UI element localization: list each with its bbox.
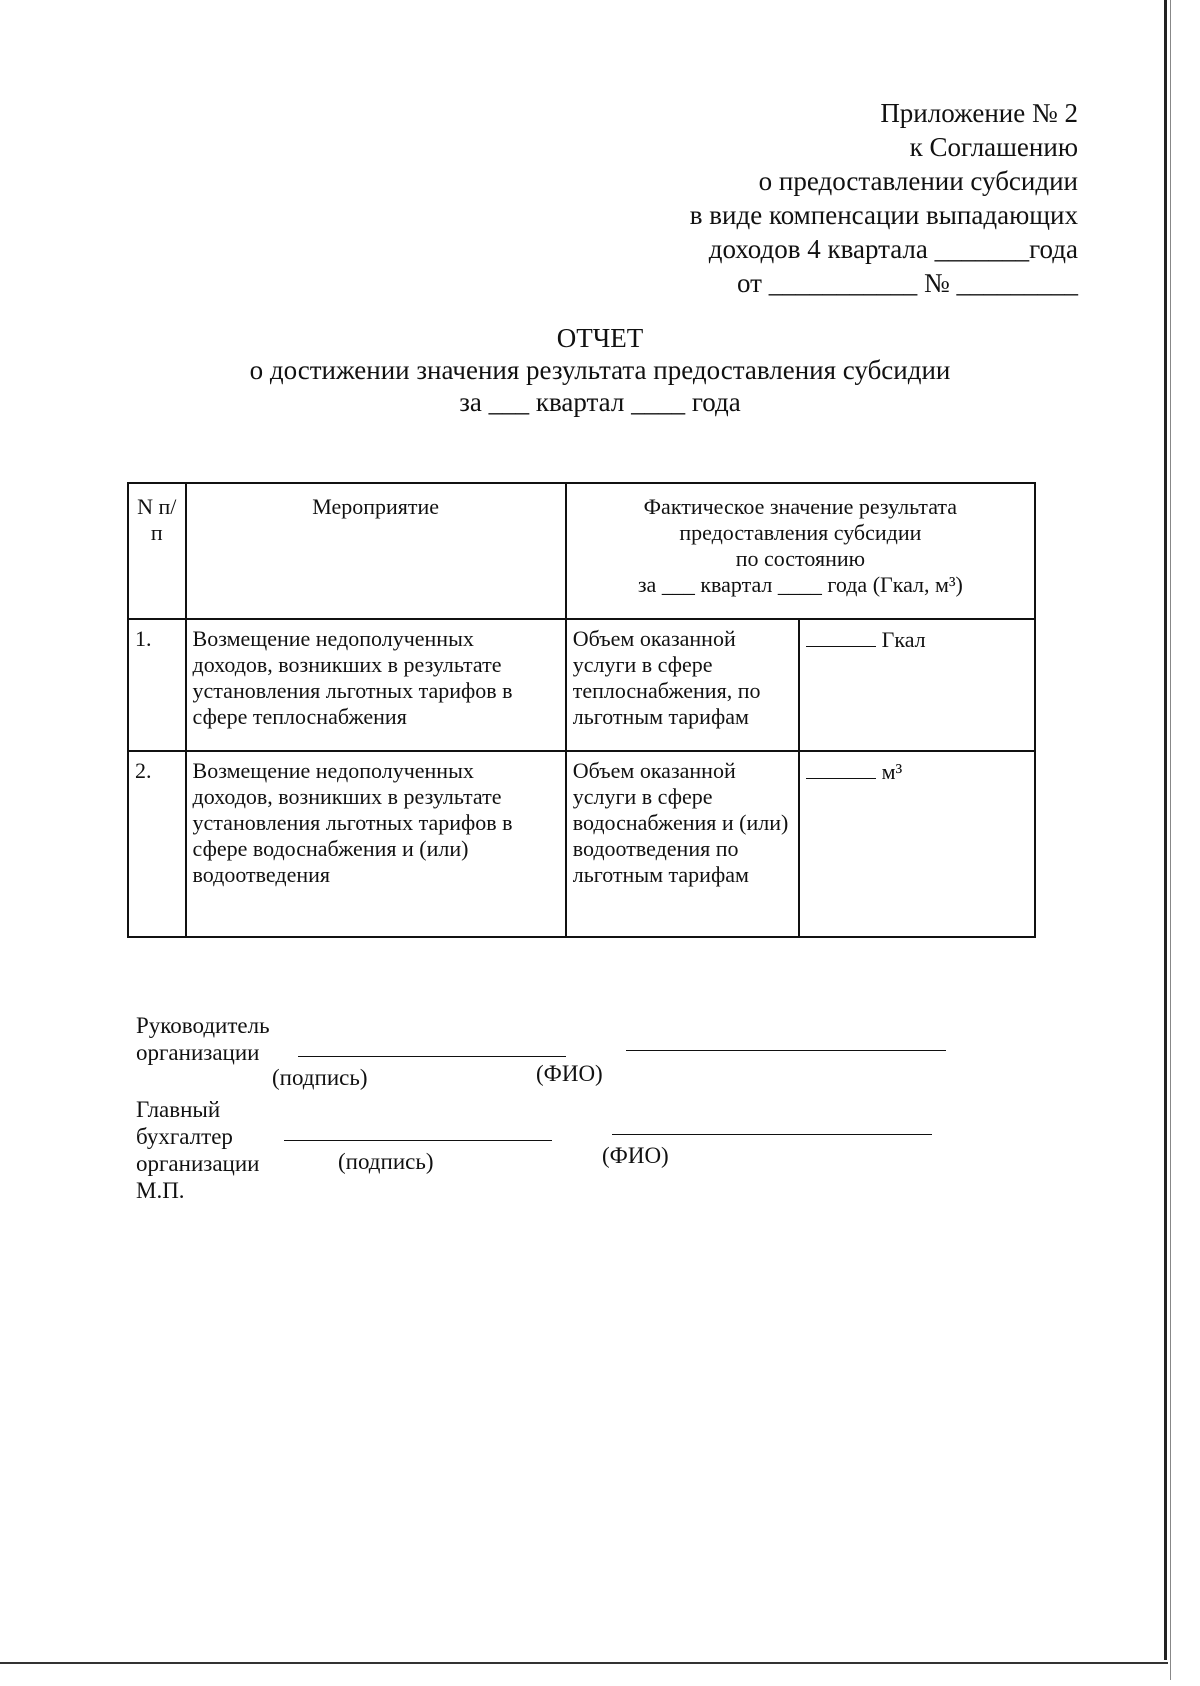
row-num: 2. — [128, 751, 186, 937]
header-value-line: за ___ квартал ____ года (Гкал, м³) — [637, 572, 963, 597]
table-row — [128, 619, 1035, 751]
appendix-line: к Соглашению — [909, 132, 1078, 162]
row-description: Объем оказанной услуги в сфере теплоснабжения, по льготным тарифам — [566, 619, 799, 751]
appendix-line: Приложение № 2 — [880, 98, 1078, 128]
scan-border-right — [1164, 0, 1167, 1660]
row-unit: м³ — [881, 759, 903, 784]
head-signature-line — [298, 1056, 566, 1057]
header-value — [566, 483, 1035, 619]
head-name-caption: (ФИО) — [536, 1061, 603, 1086]
accountant-signature-line — [284, 1140, 552, 1141]
head-title-line: Руководитель — [136, 1013, 270, 1038]
header-value-line: по состоянию — [735, 546, 866, 571]
appendix-line: о предоставлении субсидии — [758, 166, 1078, 196]
accountant-title-line: организации — [136, 1151, 260, 1176]
header-num: N п/п — [128, 483, 186, 619]
accountant-signature-caption: (подпись) — [338, 1149, 434, 1174]
report-table — [127, 482, 1036, 938]
row-value — [799, 619, 1035, 751]
accountant-title — [136, 1096, 259, 1204]
header-value-line: Фактическое значение результата — [643, 494, 958, 519]
row-num: 1. — [128, 619, 186, 751]
row-unit: Гкал — [881, 627, 926, 652]
scan-border-right-inner — [1170, 0, 1171, 1680]
accountant-title-line: Главный — [136, 1097, 221, 1122]
accountant-name-caption: (ФИО) — [602, 1143, 669, 1168]
value-blank — [806, 758, 876, 779]
report-heading: ОТЧЕТ — [556, 323, 644, 353]
appendix-line: от ___________ № _________ — [737, 268, 1078, 298]
row-value — [799, 751, 1035, 937]
head-signature-caption: (подпись) — [272, 1065, 368, 1090]
appendix-line: в виде компенсации выпадающих — [689, 200, 1078, 230]
table-row — [128, 751, 1035, 937]
header-value-line: предоставления субсидии — [679, 520, 922, 545]
report-period: за ___ квартал ____ года — [459, 387, 741, 417]
header-event: Мероприятие — [186, 483, 566, 619]
appendix-header — [690, 96, 1078, 300]
row-event: Возмещение недополученных доходов, возникших в результате установления льготных тарифов в сфере теплоснабжения — [186, 619, 566, 751]
row-description: Объем оказанной услуги в сфере водоснабжения и (или) водоотведения по льготным тарифам — [566, 751, 799, 937]
head-title-line: организации — [136, 1040, 260, 1065]
head-title — [136, 1012, 270, 1066]
row-event: Возмещение недополученных доходов, возникших в результате установления льготных тарифов в сфере водоснабжения и (или) водоотведения — [186, 751, 566, 937]
stamp-label: М.П. — [136, 1178, 185, 1203]
accountant-title-line: бухгалтер — [136, 1124, 233, 1149]
report-subtitle: о достижении значения результата предоставления субсидии — [249, 355, 951, 385]
report-title — [100, 322, 1100, 418]
head-name-line — [626, 1050, 946, 1051]
value-blank — [806, 626, 876, 647]
accountant-name-line — [612, 1134, 932, 1135]
appendix-line: доходов 4 квартала _______года — [708, 234, 1078, 264]
scan-border-bottom — [0, 1662, 1168, 1664]
table-header-row — [128, 483, 1035, 619]
